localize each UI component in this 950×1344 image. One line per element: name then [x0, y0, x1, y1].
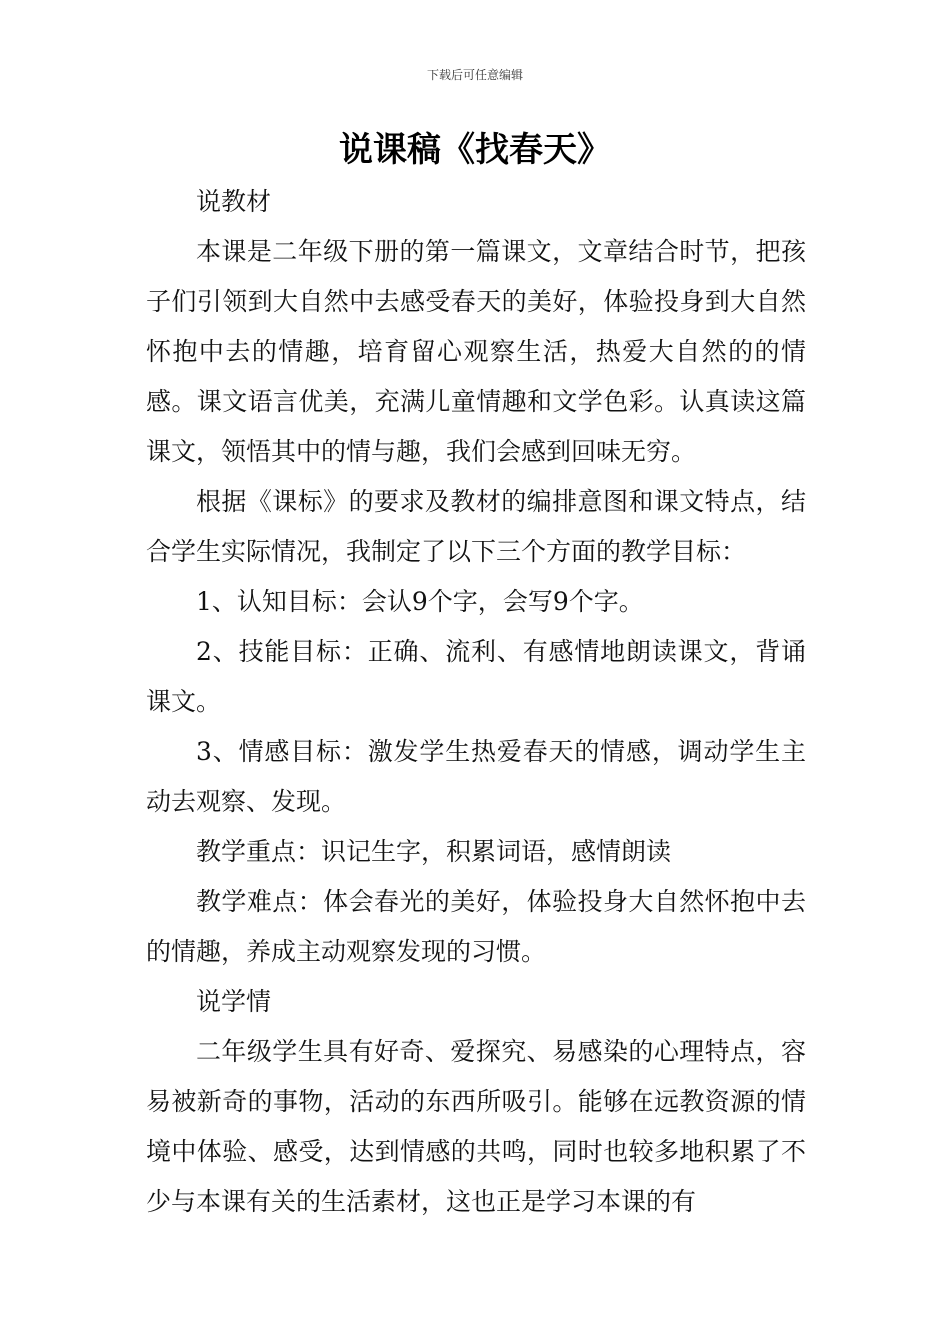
objective-cognitive: 1、认知目标：会认9个字，会写9个字。: [196, 587, 644, 616]
teaching-key-points: 教学重点：识记生字，积累词语，感情朗读: [196, 837, 672, 866]
header-note: 下载后可任意编辑: [426, 68, 523, 82]
paragraph-learners: 二年级学生具有好奇、爱探究、易感染的心理特点，容易被新奇的事物，活动的东西所吸引。能够在远教资源的情境中体验、感受，达到情感的共鸣，同时也较多地积累了不少与本课有关的生活素材，这也正是学习本课的有: [146, 1037, 806, 1216]
document-title: 说课稿《找春天》: [339, 130, 611, 170]
paragraph-objectives-intro: 根据《课标》的要求及教材的编排意图和课文特点，结合学生实际情况，我制定了以下三个方面的教学目标：: [146, 487, 806, 566]
objective-emotion: 3、情感目标：激发学生热爱春天的情感，调动学生主动去观察、发现。: [146, 737, 806, 816]
teaching-difficulties: 教学难点：体会春光的美好，体验投身大自然怀抱中去的情趣，养成主动观察发现的习惯。: [146, 887, 806, 966]
document-body: [146, 177, 806, 1227]
objective-skill: 2、技能目标：正确、流利、有感情地朗读课文，背诵课文。: [146, 637, 806, 716]
paragraph-textbook-intro: 本课是二年级下册的第一篇课文，文章结合时节，把孩子们引领到大自然中去感受春天的美好，体验投身到大自然怀抱中去的情趣，培育留心观察生活，热爱大自然的的情感。课文语言优美，充满儿童情趣和文学色彩。认真读这篇课文，领悟其中的情与趣，我们会感到回味无穷。: [146, 237, 806, 466]
section-heading-textbook: 说教材: [196, 187, 272, 216]
section-heading-learners: 说学情: [196, 987, 272, 1016]
